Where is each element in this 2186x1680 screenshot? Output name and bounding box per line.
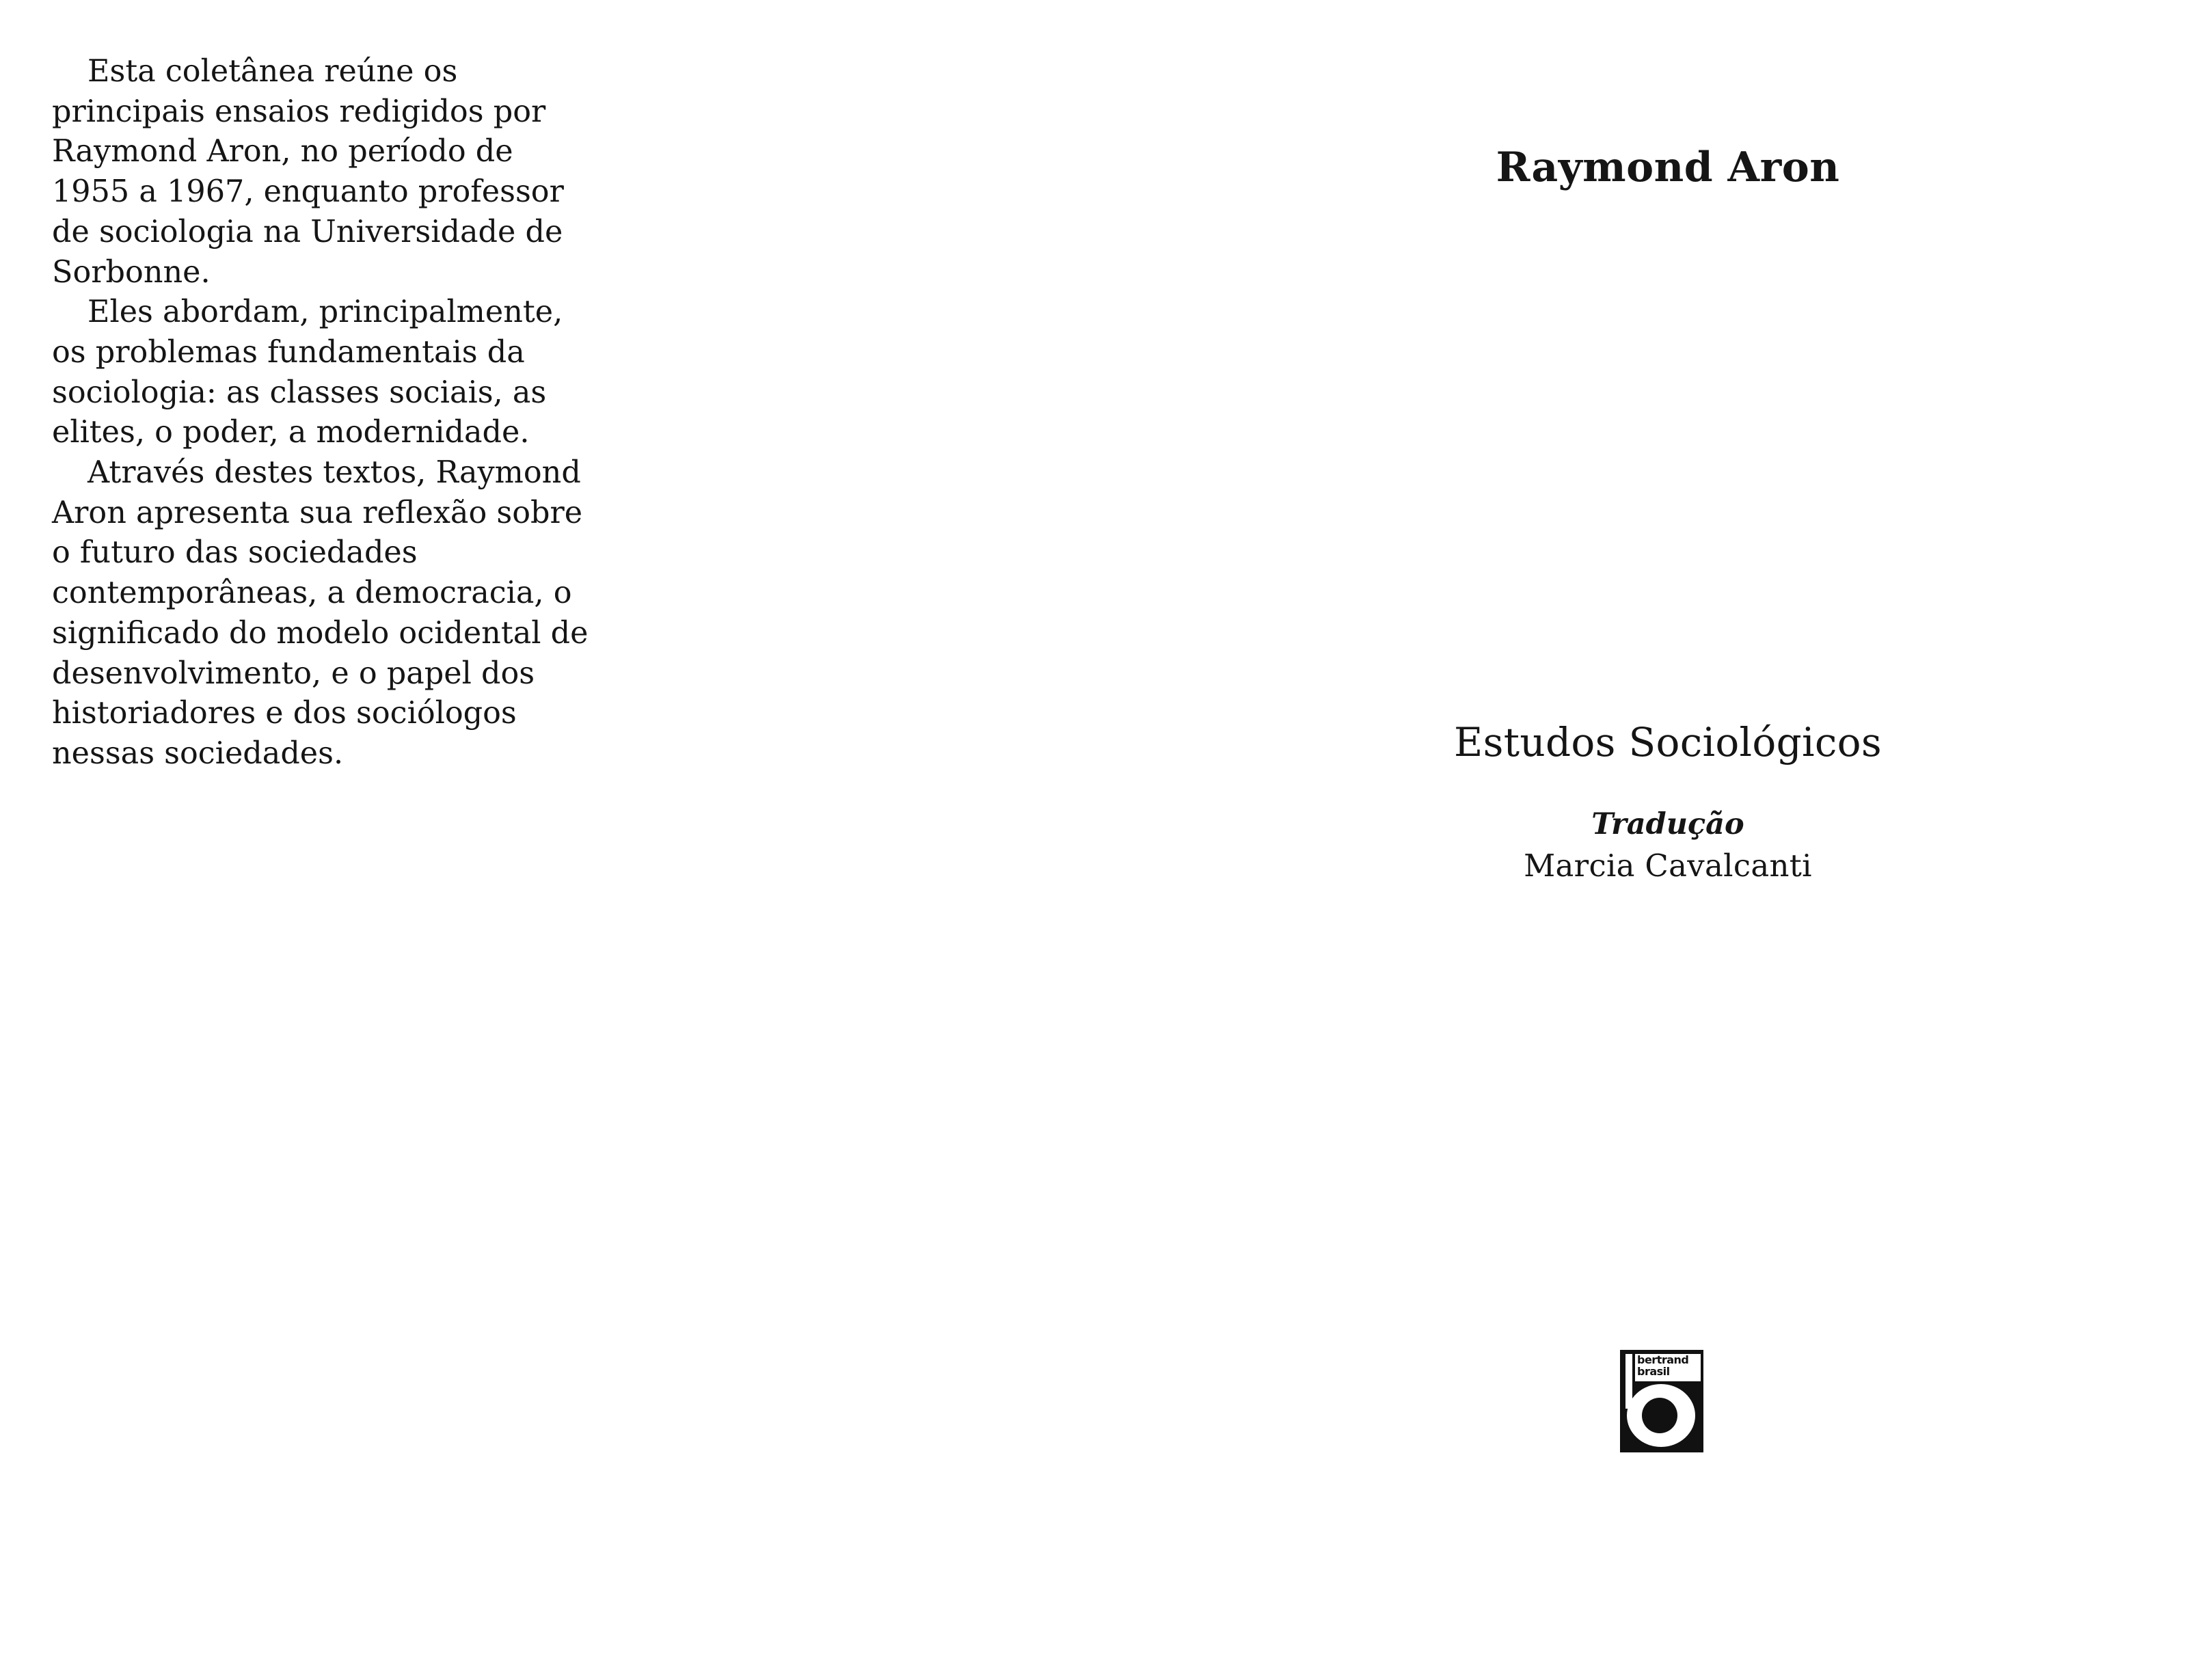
bertrand-brasil-logo-icon — [1620, 1350, 1703, 1452]
blurb-paragraph-2: Eles abordam, principalmente, os problemas fundamentais da sociologia: as classes sociais, as elites, o poder, a modernidade. — [52, 295, 563, 450]
blurb-paragraph-1: Esta coletânea reúne os principais ensaios redigidos por Raymond Aron, no período de 1955 a 1967, enquanto professor de sociologia na Universidade de Sorbonne. — [52, 54, 564, 290]
book-title: Estudos Sociológicos — [1454, 719, 1882, 766]
translation-label: Tradução — [1591, 807, 1744, 841]
translator-name: Marcia Cavalcanti — [1524, 848, 1812, 884]
author-name: Raymond Aron — [1496, 144, 1840, 191]
logo-stem — [1625, 1354, 1632, 1409]
logo-bowl-hole — [1642, 1398, 1677, 1433]
blurb-paragraph-3: Através destes textos, Raymond Aron apresenta sua reflexão sobre o futuro das sociedades contemporâneas, a democracia, o significado do modelo ocidental de desenvolvimento, e o papel dos historiadores e dos sociólogos nessas sociedades. — [52, 455, 589, 771]
logo-text-line-2: brasil — [1637, 1365, 1670, 1378]
logo-text-line-1: bertrand — [1637, 1353, 1689, 1366]
back-cover-blurb — [52, 52, 599, 774]
logo-text-box — [1635, 1354, 1701, 1381]
